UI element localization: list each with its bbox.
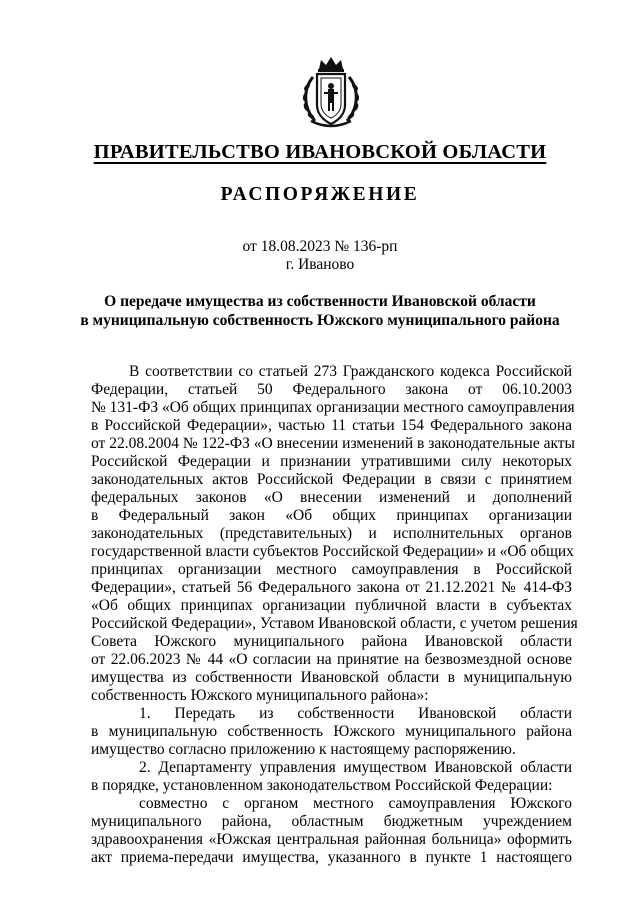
body-line: совместно с органом местного самоуправления Южского bbox=[139, 795, 572, 812]
body-line: законодательных актов Российской Федерации в связи с принятием bbox=[91, 471, 572, 488]
document-subject bbox=[0, 292, 640, 330]
body-line: 2. Департаменту управления имуществом Ивановской области bbox=[139, 759, 572, 776]
body-line: Совета Южского муниципального района Ивановской области bbox=[91, 633, 572, 650]
body-line: имущество согласно приложению к настоящему распоряжению. bbox=[91, 741, 516, 758]
body-line: от 22.06.2023 № 44 «О согласии на принятие на безвозмездной основе bbox=[91, 651, 572, 668]
subject-line-1: О передаче имущества из собственности Ивановской области bbox=[104, 293, 536, 310]
body-line: государственной власти субъектов Российской Федерации» и «Об общих bbox=[91, 543, 574, 560]
body-line: «Об общих принципах организации публичной власти в субъектах bbox=[91, 597, 572, 614]
body-line: № 131-ФЗ «Об общих принципах организации местного самоуправления bbox=[91, 399, 575, 416]
body-line: от 22.08.2004 № 122-ФЗ «О внесении изменений в законодательные акты bbox=[91, 435, 575, 452]
coat-of-arms-emblem bbox=[297, 55, 365, 131]
city: г. Иваново bbox=[285, 256, 355, 273]
body-line: акт приема-передачи имущества, указанного в пункте 1 настоящего bbox=[91, 849, 572, 866]
document-meta bbox=[0, 238, 640, 274]
date-number: от 18.08.2023 № 136-рп bbox=[242, 238, 398, 255]
government-name: ПРАВИТЕЛЬСТВО ИВАНОВСКОЙ ОБЛАСТИ bbox=[93, 141, 547, 163]
body-line: в Федеральный закон «Об общих принципах организации bbox=[91, 507, 572, 524]
body-line: в Российской Федерации», частью 11 статьи 154 Федерального закона bbox=[91, 417, 572, 434]
body-line: Федерации», статьей 56 Федерального закона от 21.12.2021 № 414-ФЗ bbox=[91, 579, 572, 596]
body-line: Российской Федерации и признании утратившими силу некоторых bbox=[91, 453, 572, 470]
body-line: федеральных законов «О внесении изменений и дополнений bbox=[91, 489, 572, 506]
document-body bbox=[91, 363, 578, 867]
body-line: В соответствии со статьей 273 Гражданского кодекса Российской bbox=[129, 363, 572, 380]
body-line: собственность Южского муниципального района»: bbox=[91, 687, 429, 704]
body-line: Федерации, статьей 50 Федерального закона от 06.10.2003 bbox=[91, 381, 572, 398]
body-line: здравоохранения «Южская центральная районная больница» оформить bbox=[91, 831, 572, 848]
body-line: в муниципальную собственность Южского муниципального района bbox=[91, 723, 572, 740]
body-line: муниципального района, областным бюджетным учреждением bbox=[91, 813, 572, 830]
document-type: РАСПОРЯЖЕНИЕ bbox=[220, 184, 420, 205]
body-line: принципах организации местного самоуправления в Российской bbox=[91, 561, 572, 578]
subject-line-2: в муниципальную собственность Южского муниципального района bbox=[80, 312, 560, 329]
body-line: законодательных (представительных) и исполнительных органов bbox=[91, 525, 572, 542]
body-line: 1. Передать из собственности Ивановской области bbox=[139, 705, 572, 722]
body-line: в порядке, установленном законодательством Российской Федерации: bbox=[91, 777, 553, 794]
body-line: Российской Федерации», Уставом Ивановской области, с учетом решения bbox=[91, 615, 578, 632]
body-line: имущества из собственности Ивановской области в муниципальную bbox=[91, 669, 572, 686]
